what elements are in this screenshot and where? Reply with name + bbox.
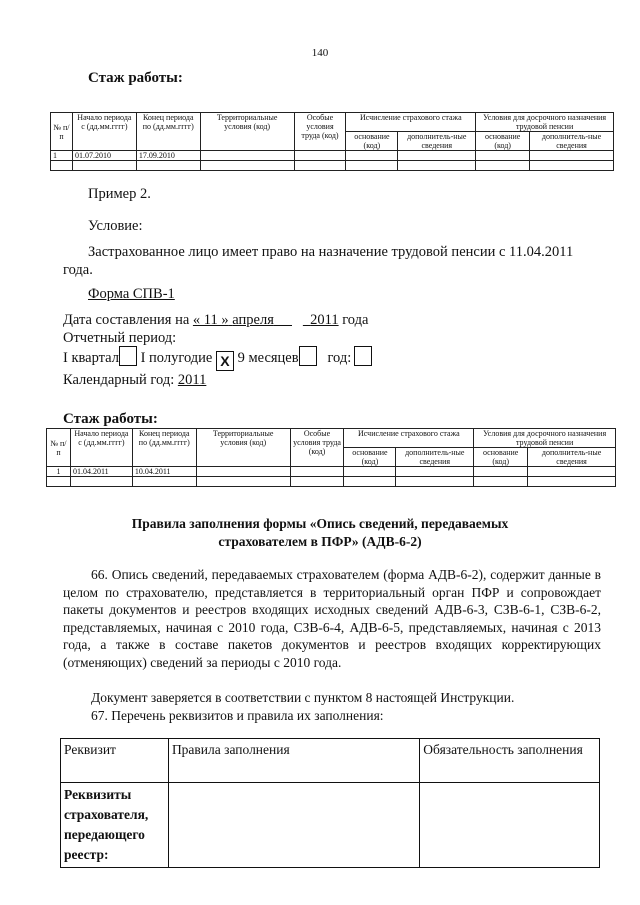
q1-label: I квартал: [63, 350, 119, 366]
paragraph-67: 67. Перечень реквизитов и правила их заполнения:: [91, 708, 384, 723]
page-number: 140: [311, 47, 329, 59]
hdr2-territorial: Территориальные условия (код): [196, 429, 290, 467]
date-year: 2011: [310, 312, 339, 328]
date-month: апреля: [232, 312, 274, 328]
period-label: Отчетный период:: [63, 330, 177, 346]
date-day: « 11 »: [192, 312, 229, 328]
condition-text-2: года.: [63, 262, 93, 278]
date-label: Дата составления на: [63, 312, 190, 328]
paragraph-66: 66. Опись сведений, передаваемых страхователем (форма АДВ-6-2), содержит данные в целом по страхователю, представляется в территориальный орган ПФР и сопровождает пакеты документов и реестров входящих исходных сведений АДВ-6-3, СЗВ-6-1, СЗВ-6-2, представляемых, начиная с 2010 года, СЗВ-6-4, АДВ-6-5, представляемых, начиная с 2013 года, а также в составе пакетов документов и реестров входящих корректирующих (отменяющих) сведений за периоды с 2010 года.: [63, 567, 601, 670]
hdr-territorial: Территориальные условия (код): [200, 113, 294, 151]
hdr2-end: Конец периода по (дд.мм.гггг): [132, 429, 196, 467]
hdr2-start: Начало периода с (дд.мм.гггг): [70, 429, 132, 467]
form-name: Форма СПВ-1: [88, 286, 175, 302]
hdr-start: Начало периода с (дд.мм.гггг): [72, 113, 136, 151]
stazh-heading-1: Стаж работы:: [88, 70, 183, 86]
rules-title-1: Правила заполнения формы «Опись сведений, передаваемых: [131, 516, 509, 531]
nine-label: 9 месяцев: [237, 350, 299, 366]
calendar-line: [63, 372, 206, 389]
row2-start: 01.04.2011: [70, 467, 132, 477]
rules-title-2: страхователем в ПФР» (АДВ-6-2): [218, 534, 422, 549]
hdr2-early-extra: дополнитель-ные сведения: [528, 448, 616, 467]
row-end: 17.09.2010: [136, 151, 200, 161]
table-row: [51, 151, 614, 161]
table-row: [47, 467, 616, 477]
req-row1-requisite: Реквизиты страхователя, передающего реестр:: [61, 783, 169, 868]
hdr-calc-group: Исчисление страхового стажа: [346, 113, 476, 132]
nine-checkbox[interactable]: [299, 346, 317, 366]
requisites-table: [60, 738, 600, 868]
q1-checkbox[interactable]: [119, 346, 137, 366]
hdr-end: Конец периода по (дд.мм.гггг): [136, 113, 200, 151]
hdr2-calc-group: Исчисление страхового стажа: [344, 429, 474, 448]
year-label: год:: [327, 350, 352, 366]
hdr-early-basis: основание (код): [476, 132, 530, 151]
period-options: [63, 346, 372, 371]
row-num: 1: [51, 151, 73, 161]
half-checkbox[interactable]: X: [216, 351, 234, 371]
hdr-calc-basis: основание (код): [346, 132, 398, 151]
hdr2-calc-basis: основание (код): [344, 448, 396, 467]
calendar-year: 2011: [177, 372, 207, 388]
calendar-label: Календарный год:: [63, 372, 175, 388]
hdr2-calc-extra: дополнитель-ные сведения: [396, 448, 474, 467]
req-header-mandatory: Обязательность заполнения: [420, 739, 600, 783]
hdr2-special: Особые условия труда (код): [290, 429, 344, 467]
date-suffix: года: [342, 312, 369, 328]
half-label: I полугодие: [140, 350, 213, 366]
example-2: Пример 2.: [88, 186, 151, 202]
row2-end: 10.04.2011: [132, 467, 196, 477]
hdr2-early-group: Условия для досрочного назначения трудовой пенсии: [474, 429, 616, 448]
date-line: [63, 312, 368, 329]
hdr2-num: № п/п: [47, 429, 71, 467]
req-row1-rules: [168, 783, 419, 868]
req-row1-mandatory: [420, 783, 600, 868]
year-checkbox[interactable]: [354, 346, 372, 366]
hdr-special: Особые условия труда (код): [294, 113, 346, 151]
row-start: 01.07.2010: [72, 151, 136, 161]
condition-text-1: Застрахованное лицо имеет право на назначение трудовой пенсии с 11.04.2011: [88, 244, 574, 260]
row2-num: 1: [47, 467, 71, 477]
hdr-early-group: Условия для досрочного назначения трудовой пенсии: [476, 113, 614, 132]
req-header-requisite: Реквизит: [61, 739, 169, 783]
hdr-calc-extra: дополнитель-ные сведения: [398, 132, 476, 151]
hdr-num: № п/п: [51, 113, 73, 151]
stazh-heading-2: Стаж работы:: [63, 411, 158, 427]
paragraph-certification: Документ заверяется в соответствии с пунктом 8 настоящей Инструкции.: [91, 690, 515, 705]
hdr-early-extra: дополнитель-ные сведения: [530, 132, 614, 151]
stazh-table-2: [46, 428, 616, 487]
req-header-rules: Правила заполнения: [168, 739, 419, 783]
table-row-empty: [51, 161, 614, 171]
table-row-empty: [47, 477, 616, 487]
hdr2-early-basis: основание (код): [474, 448, 528, 467]
condition-label: Условие:: [88, 218, 143, 234]
stazh-table-1: [50, 112, 614, 171]
